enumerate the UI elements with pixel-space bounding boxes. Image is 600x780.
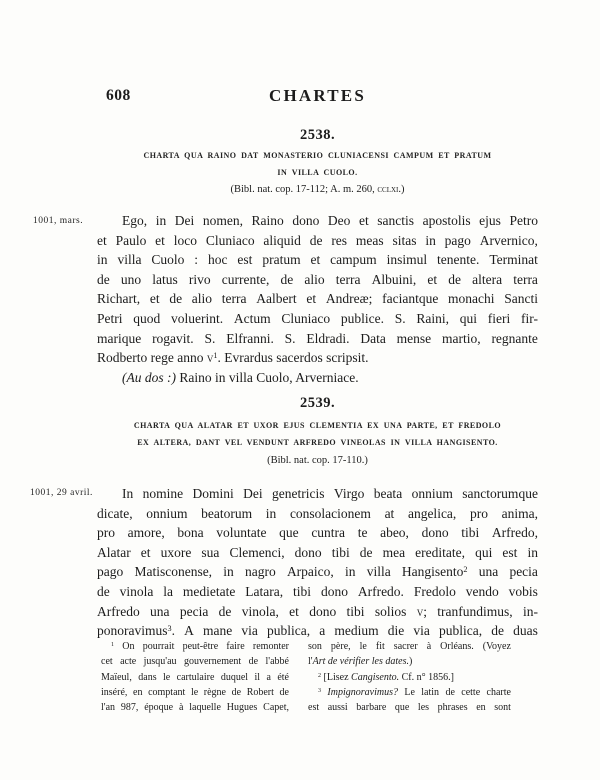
charter-body-text	[97, 484, 538, 641]
source-citation: (Bibl. nat. cop. 17-112; A. m. 260, cclxi.)	[230, 184, 405, 195]
text-line: est aussi barbare que les phrases en sont	[308, 702, 511, 714]
text-line: Alatar et uxore sua Clemenci, dono tibi de mea ereditate, qui est in	[97, 544, 538, 560]
text-line: ponoravimus$^3$. A mane via publica, a medium die via publica, de duas	[97, 623, 538, 639]
text-line: cet acte jusqu'au gouvernement de l'abbé	[101, 656, 289, 668]
text-line: Petri quod voluerint. Actum Cluniaco publice. S. Raini, qui fieri fir-	[97, 310, 538, 326]
charter-entry-number: 2539.	[299, 395, 336, 411]
text-line: Richart, et de alio terra Aalbert et Andreæ; faciantque monachi Sancti	[97, 291, 538, 307]
text-line: et Paulo et loco Cluniaco aliquid de res meas sitas in pago Arvernico,	[97, 232, 538, 248]
charter-heading	[97, 147, 538, 181]
margin-note-date: 1001, 29 avril.	[30, 488, 93, 498]
text-line: IN VILLA CUOLO.	[277, 168, 358, 177]
footnote-column-left	[101, 639, 289, 716]
text-line: pro amore, bona voluntate que cuntra te abeo, dono tibi Arfredo,	[97, 525, 538, 541]
text-line: inséré, en comptant le règne de Robert de	[101, 686, 289, 698]
text-line: de uno latus rivo currente, de alio terra Albuini, et de altera terra	[97, 271, 538, 287]
text-line: CHARTA QUA ALATAR ET UXOR EJUS CLEMENTIA EX UNA PARTE, ET FREDOLO	[133, 421, 502, 430]
charter-body-text	[97, 211, 538, 387]
text-line: pago Matisconense, in nagro Arpaico, in villa Hangisento$^2$ una pecia	[97, 564, 538, 580]
source-citation: (Bibl. nat. cop. 17-110.)	[267, 455, 368, 466]
text-line: de vinola la medietate Latara, tibi dono Arfredo. Fredolo vendo vobis	[97, 583, 538, 599]
text-line: Ego, in Dei nomen, Raino dono Deo et sanctis apostolis ejus Petro	[122, 213, 538, 228]
text-line: dicate, onnium beatorum in consolacionem at angelica, pro anima,	[97, 505, 538, 521]
text-line: l'Art de vérifier les dates.)	[308, 656, 413, 668]
text-line: in villa Cuolo : hoc est pratum et campum insimul tenente. Terminat	[97, 252, 538, 268]
text-line: marique rogavit. S. Elfranni. S. Eldradi. Data mense martio, regnante	[97, 330, 538, 346]
text-line: CHARTA QUA RAINO DAT MONASTERIO CLUNIACENSI CAMPUM ET PRATUM	[143, 151, 492, 160]
text-line: $^1$ On pourrait peut-être faire remonter	[111, 641, 289, 652]
text-line: In nomine Domini Dei genetricis Virgo beata onnium sanctorumque	[122, 486, 538, 501]
text-line: Arfredo una pecia de vinola, et dono tibi solios v; tranfundimus, in-	[97, 603, 538, 619]
text-line: Maïeul, dans le cartulaire duquel il a été	[101, 671, 289, 683]
margin-note-date: 1001, mars.	[33, 216, 84, 226]
text-line: Rodberto rege anno $v^1$. Evrardus sacerdos scripsit.	[97, 350, 369, 366]
text-line: son père, le fit sacrer à Orléans. (Voyez	[308, 641, 511, 652]
page-number: 608	[106, 87, 131, 104]
text-line: l'an 987, époque à laquelle Hugues Capet,	[101, 702, 289, 714]
text-line: $^3$ Impignoravimus? Le latin de cette charte	[318, 686, 511, 698]
running-title: CHARTES	[269, 86, 366, 105]
text-line: (Au dos :) Raino in villa Cuolo, Arverniace.	[122, 369, 359, 385]
text-line: EX ALTERA, DANT VEL VENDUNT ARFREDO VINEOLAS IN VILLA HANGISENTO.	[137, 438, 498, 447]
charter-heading	[97, 417, 538, 451]
text-line: $^2$ [Lisez Cangisento. Cf. n° 1856.]	[318, 671, 454, 683]
footnote-column-right	[308, 639, 511, 716]
charter-entry-number: 2538.	[299, 127, 336, 143]
